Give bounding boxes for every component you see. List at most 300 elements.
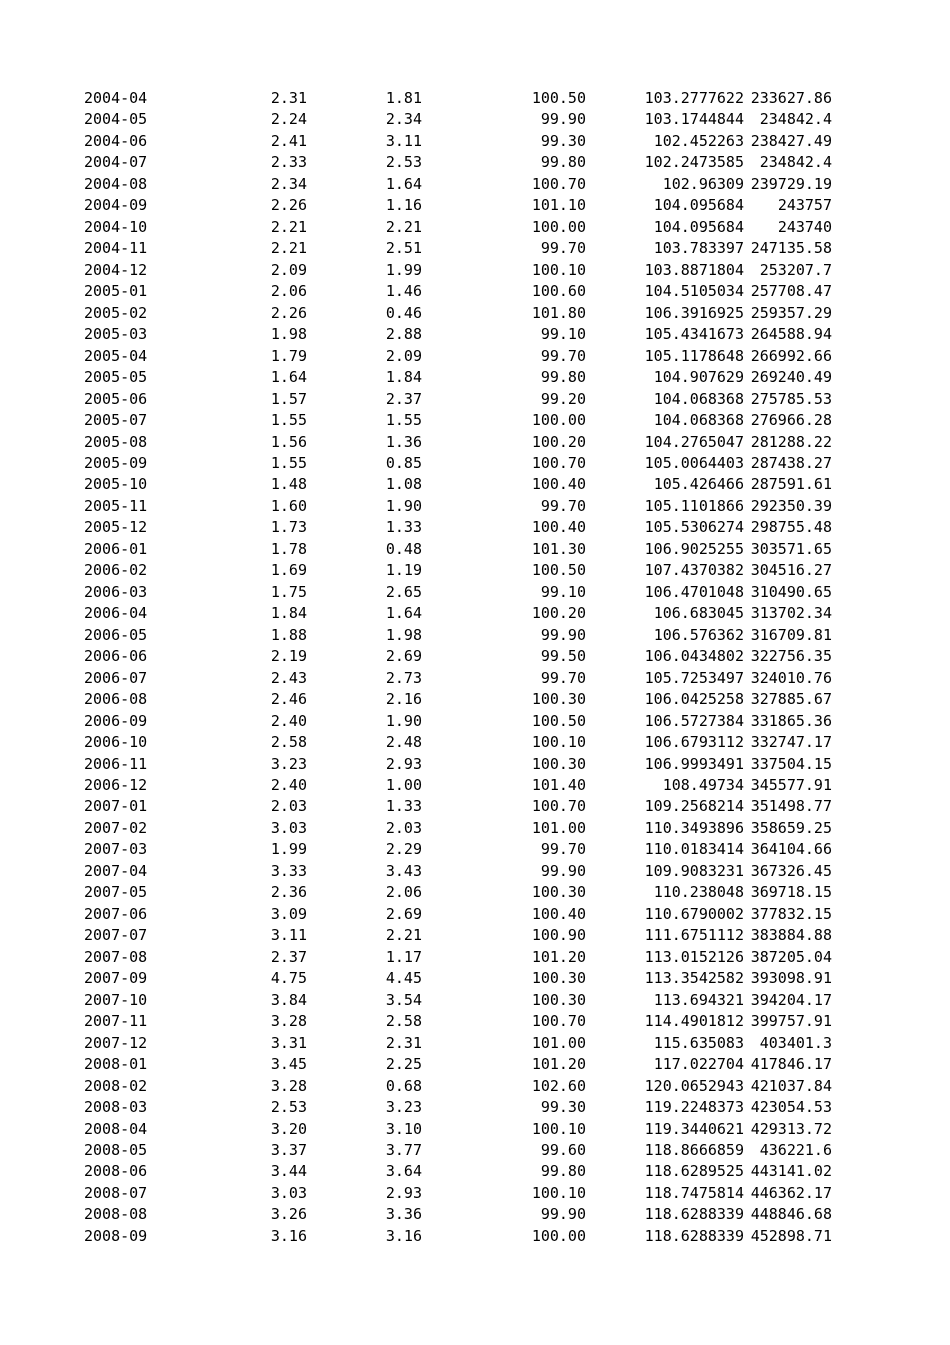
table-row — [0, 732, 950, 753]
value-cell-3: 100.10 — [531, 1183, 586, 1202]
table-row — [0, 1204, 950, 1225]
value-cell-5: 394204.17 — [750, 990, 832, 1009]
date-cell: 2004-10 — [84, 217, 148, 236]
value-cell-5: 233627.86 — [750, 89, 832, 107]
value-cell-4: 109.9083231 — [644, 861, 744, 880]
value-cell-4: 104.068368 — [653, 411, 744, 430]
value-cell-2: 1.81 — [385, 89, 422, 107]
value-cell-3: 100.70 — [531, 1012, 586, 1031]
value-cell-4: 102.452263 — [653, 131, 744, 150]
table-row — [0, 603, 950, 624]
table-row — [0, 947, 950, 968]
value-cell-1: 2.37 — [270, 947, 307, 966]
value-cell-1: 1.56 — [270, 432, 307, 451]
value-cell-4: 103.2777622 — [644, 89, 744, 107]
value-cell-5: 403401.3 — [759, 1033, 832, 1052]
table-row — [0, 174, 950, 195]
value-cell-3: 100.70 — [531, 797, 586, 816]
value-cell-3: 100.30 — [531, 969, 586, 988]
value-cell-1: 1.64 — [270, 368, 307, 387]
value-cell-5: 313702.34 — [750, 604, 832, 623]
date-cell: 2007-08 — [84, 947, 148, 966]
table-row — [0, 882, 950, 903]
value-cell-4: 106.6793112 — [644, 733, 744, 752]
value-cell-1: 3.03 — [270, 1183, 307, 1202]
value-cell-5: 266992.66 — [750, 346, 832, 365]
value-cell-1: 1.99 — [270, 840, 307, 859]
value-cell-1: 3.28 — [270, 1076, 307, 1095]
value-cell-4: 106.576362 — [653, 625, 744, 644]
value-cell-2: 0.85 — [385, 453, 422, 472]
date-cell: 2005-05 — [84, 368, 148, 387]
value-cell-2: 1.36 — [385, 432, 422, 451]
date-cell: 2005-01 — [84, 282, 148, 301]
value-cell-4: 105.1101866 — [644, 496, 744, 515]
value-cell-4: 117.022704 — [653, 1055, 744, 1074]
date-cell: 2004-08 — [84, 174, 148, 193]
value-cell-3: 99.90 — [540, 1205, 586, 1224]
value-cell-1: 2.46 — [270, 690, 307, 709]
value-cell-3: 99.10 — [540, 325, 586, 344]
date-cell: 2008-06 — [84, 1162, 148, 1181]
value-cell-5: 238427.49 — [750, 131, 832, 150]
value-cell-2: 2.48 — [385, 733, 422, 752]
value-cell-3: 101.00 — [531, 1033, 586, 1052]
value-cell-3: 99.70 — [540, 239, 586, 258]
value-cell-4: 104.095684 — [653, 217, 744, 236]
data-table — [0, 88, 950, 1247]
table-row — [0, 367, 950, 388]
value-cell-3: 99.90 — [540, 110, 586, 129]
value-cell-3: 101.30 — [531, 539, 586, 558]
table-row — [0, 1033, 950, 1054]
value-cell-3: 100.00 — [531, 411, 586, 430]
value-cell-3: 100.00 — [531, 217, 586, 236]
value-cell-4: 103.8871804 — [644, 260, 744, 279]
date-cell: 2008-01 — [84, 1055, 148, 1074]
value-cell-5: 327885.67 — [750, 690, 832, 709]
value-cell-3: 100.30 — [531, 883, 586, 902]
value-cell-3: 100.20 — [531, 604, 586, 623]
value-cell-5: 259357.29 — [750, 303, 832, 322]
value-cell-3: 99.80 — [540, 1162, 586, 1181]
date-cell: 2007-09 — [84, 969, 148, 988]
value-cell-5: 239729.19 — [750, 174, 832, 193]
value-cell-1: 1.79 — [270, 346, 307, 365]
value-cell-3: 100.40 — [531, 904, 586, 923]
table-row — [0, 754, 950, 775]
value-cell-2: 2.25 — [385, 1055, 422, 1074]
value-cell-1: 2.41 — [270, 131, 307, 150]
date-cell: 2004-06 — [84, 131, 148, 150]
date-cell: 2007-06 — [84, 904, 148, 923]
table-row — [0, 1097, 950, 1118]
value-cell-1: 1.69 — [270, 561, 307, 580]
value-cell-1: 2.26 — [270, 303, 307, 322]
value-cell-2: 2.34 — [385, 110, 422, 129]
table-row — [0, 281, 950, 302]
value-cell-1: 2.40 — [270, 711, 307, 730]
value-cell-5: 322756.35 — [750, 647, 832, 666]
value-cell-5: 316709.81 — [750, 625, 832, 644]
date-cell: 2007-07 — [84, 926, 148, 945]
value-cell-5: 332747.17 — [750, 733, 832, 752]
value-cell-5: 393098.91 — [750, 969, 832, 988]
value-cell-2: 3.10 — [385, 1119, 422, 1138]
date-cell: 2005-04 — [84, 346, 148, 365]
value-cell-1: 1.55 — [270, 453, 307, 472]
table-row — [0, 1119, 950, 1140]
value-cell-2: 1.84 — [385, 368, 422, 387]
value-cell-2: 1.90 — [385, 496, 422, 515]
value-cell-4: 106.0425258 — [644, 690, 744, 709]
value-cell-1: 4.75 — [270, 969, 307, 988]
value-cell-2: 1.64 — [385, 174, 422, 193]
date-cell: 2006-11 — [84, 754, 148, 773]
value-cell-1: 3.23 — [270, 754, 307, 773]
value-cell-4: 118.6288339 — [644, 1205, 744, 1224]
value-cell-4: 105.5306274 — [644, 518, 744, 537]
date-cell: 2006-06 — [84, 647, 148, 666]
table-row — [0, 1161, 950, 1182]
value-cell-3: 101.20 — [531, 1055, 586, 1074]
value-cell-5: 387205.04 — [750, 947, 832, 966]
value-cell-5: 383884.88 — [750, 926, 832, 945]
value-cell-2: 1.33 — [385, 518, 422, 537]
value-cell-2: 3.43 — [385, 861, 422, 880]
value-cell-4: 102.96309 — [662, 174, 744, 193]
date-cell: 2006-07 — [84, 668, 148, 687]
value-cell-1: 1.84 — [270, 604, 307, 623]
value-cell-5: 304516.27 — [750, 561, 832, 580]
value-cell-1: 2.03 — [270, 797, 307, 816]
value-cell-4: 113.0152126 — [644, 947, 744, 966]
value-cell-1: 2.24 — [270, 110, 307, 129]
value-cell-2: 4.45 — [385, 969, 422, 988]
value-cell-2: 1.33 — [385, 797, 422, 816]
value-cell-1: 2.19 — [270, 647, 307, 666]
value-cell-3: 100.90 — [531, 926, 586, 945]
date-cell: 2005-06 — [84, 389, 148, 408]
value-cell-3: 100.70 — [531, 453, 586, 472]
value-cell-1: 3.09 — [270, 904, 307, 923]
value-cell-2: 1.46 — [385, 282, 422, 301]
date-cell: 2004-12 — [84, 260, 148, 279]
date-cell: 2006-05 — [84, 625, 148, 644]
table-row — [0, 560, 950, 581]
value-cell-3: 101.40 — [531, 776, 586, 794]
value-cell-1: 3.45 — [270, 1055, 307, 1074]
date-cell: 2004-09 — [84, 196, 148, 215]
value-cell-1: 1.75 — [270, 582, 307, 601]
date-cell: 2004-11 — [84, 239, 148, 258]
value-cell-1: 3.11 — [270, 926, 307, 945]
table-row — [0, 968, 950, 989]
value-cell-4: 102.2473585 — [644, 153, 744, 172]
value-cell-3: 99.30 — [540, 1098, 586, 1117]
value-cell-1: 2.33 — [270, 153, 307, 172]
value-cell-1: 1.88 — [270, 625, 307, 644]
value-cell-1: 1.78 — [270, 539, 307, 558]
value-cell-1: 1.60 — [270, 496, 307, 515]
date-cell: 2004-05 — [84, 110, 148, 129]
value-cell-2: 2.93 — [385, 1183, 422, 1202]
date-cell: 2006-01 — [84, 539, 148, 558]
table-row — [0, 195, 950, 216]
value-cell-2: 2.03 — [385, 818, 422, 837]
value-cell-4: 110.238048 — [653, 883, 744, 902]
value-cell-1: 3.20 — [270, 1119, 307, 1138]
table-row — [0, 1140, 950, 1161]
value-cell-3: 100.00 — [531, 1226, 586, 1245]
value-cell-3: 101.00 — [531, 818, 586, 837]
value-cell-3: 100.30 — [531, 690, 586, 709]
table-row — [0, 1183, 950, 1204]
value-cell-5: 452898.71 — [750, 1226, 832, 1245]
value-cell-2: 2.58 — [385, 1012, 422, 1031]
value-cell-2: 3.77 — [385, 1140, 422, 1159]
value-cell-2: 0.48 — [385, 539, 422, 558]
value-cell-3: 100.40 — [531, 518, 586, 537]
date-cell: 2007-04 — [84, 861, 148, 880]
date-cell: 2005-07 — [84, 411, 148, 430]
date-cell: 2006-10 — [84, 733, 148, 752]
value-cell-3: 100.30 — [531, 990, 586, 1009]
value-cell-5: 446362.17 — [750, 1183, 832, 1202]
value-cell-4: 115.635083 — [653, 1033, 744, 1052]
value-cell-4: 107.4370382 — [644, 561, 744, 580]
value-cell-2: 3.64 — [385, 1162, 422, 1181]
value-cell-5: 448846.68 — [750, 1205, 832, 1224]
value-cell-4: 106.0434802 — [644, 647, 744, 666]
value-cell-4: 104.068368 — [653, 389, 744, 408]
value-cell-3: 99.60 — [540, 1140, 586, 1159]
value-cell-4: 106.683045 — [653, 604, 744, 623]
table-row — [0, 303, 950, 324]
value-cell-1: 3.33 — [270, 861, 307, 880]
value-cell-5: 234842.4 — [759, 153, 832, 172]
value-cell-4: 118.8666859 — [644, 1140, 744, 1159]
value-cell-2: 1.90 — [385, 711, 422, 730]
value-cell-4: 118.6288339 — [644, 1226, 744, 1245]
value-cell-4: 104.907629 — [653, 368, 744, 387]
value-cell-4: 111.6751112 — [644, 926, 744, 945]
value-cell-2: 2.65 — [385, 582, 422, 601]
value-cell-1: 3.28 — [270, 1012, 307, 1031]
value-cell-3: 99.70 — [540, 496, 586, 515]
value-cell-5: 275785.53 — [750, 389, 832, 408]
value-cell-5: 417846.17 — [750, 1055, 832, 1074]
value-cell-1: 2.21 — [270, 217, 307, 236]
value-cell-2: 2.29 — [385, 840, 422, 859]
table-row — [0, 432, 950, 453]
table-row — [0, 625, 950, 646]
value-cell-2: 2.53 — [385, 153, 422, 172]
table-row — [0, 496, 950, 517]
value-cell-1: 1.98 — [270, 325, 307, 344]
value-cell-5: 337504.15 — [750, 754, 832, 773]
table-row — [0, 818, 950, 839]
value-cell-2: 2.37 — [385, 389, 422, 408]
table-row — [0, 152, 950, 173]
value-cell-4: 104.095684 — [653, 196, 744, 215]
table-row — [0, 346, 950, 367]
table-row — [0, 646, 950, 667]
value-cell-5: 436221.6 — [759, 1140, 832, 1159]
date-cell: 2005-10 — [84, 475, 148, 494]
table-row — [0, 990, 950, 1011]
value-cell-5: 358659.25 — [750, 818, 832, 837]
date-cell: 2007-11 — [84, 1012, 148, 1031]
value-cell-2: 1.55 — [385, 411, 422, 430]
value-cell-2: 2.69 — [385, 904, 422, 923]
value-cell-1: 2.43 — [270, 668, 307, 687]
value-cell-3: 101.20 — [531, 947, 586, 966]
value-cell-1: 3.84 — [270, 990, 307, 1009]
value-cell-2: 1.64 — [385, 604, 422, 623]
value-cell-5: 345577.91 — [750, 776, 832, 794]
value-cell-3: 99.80 — [540, 153, 586, 172]
value-cell-4: 110.3493896 — [644, 818, 744, 837]
value-cell-2: 2.93 — [385, 754, 422, 773]
value-cell-5: 287438.27 — [750, 453, 832, 472]
value-cell-2: 2.21 — [385, 217, 422, 236]
value-cell-3: 100.50 — [531, 89, 586, 107]
value-cell-2: 2.51 — [385, 239, 422, 258]
value-cell-5: 234842.4 — [759, 110, 832, 129]
value-cell-3: 99.90 — [540, 625, 586, 644]
value-cell-3: 99.20 — [540, 389, 586, 408]
table-row — [0, 839, 950, 860]
value-cell-1: 1.55 — [270, 411, 307, 430]
value-cell-4: 106.3916925 — [644, 303, 744, 322]
date-cell: 2005-12 — [84, 518, 148, 537]
value-cell-4: 108.49734 — [662, 776, 744, 794]
value-cell-3: 99.90 — [540, 861, 586, 880]
value-cell-5: 331865.36 — [750, 711, 832, 730]
value-cell-3: 99.30 — [540, 131, 586, 150]
table-row — [0, 775, 950, 796]
value-cell-4: 109.2568214 — [644, 797, 744, 816]
value-cell-5: 298755.48 — [750, 518, 832, 537]
value-cell-4: 105.0064403 — [644, 453, 744, 472]
date-cell: 2006-04 — [84, 604, 148, 623]
value-cell-1: 2.53 — [270, 1098, 307, 1117]
value-cell-2: 0.68 — [385, 1076, 422, 1095]
table-row — [0, 238, 950, 259]
value-cell-5: 421037.84 — [750, 1076, 832, 1095]
value-cell-3: 99.50 — [540, 647, 586, 666]
value-cell-4: 119.3440621 — [644, 1119, 744, 1138]
value-cell-3: 99.70 — [540, 668, 586, 687]
value-cell-3: 100.20 — [531, 432, 586, 451]
value-cell-3: 100.10 — [531, 1119, 586, 1138]
value-cell-4: 104.2765047 — [644, 432, 744, 451]
value-cell-5: 243740 — [777, 217, 832, 236]
date-cell: 2005-02 — [84, 303, 148, 322]
value-cell-5: 351498.77 — [750, 797, 832, 816]
value-cell-3: 100.10 — [531, 260, 586, 279]
date-cell: 2008-02 — [84, 1076, 148, 1095]
value-cell-1: 1.57 — [270, 389, 307, 408]
value-cell-4: 103.783397 — [653, 239, 744, 258]
date-cell: 2008-08 — [84, 1205, 148, 1224]
value-cell-3: 101.80 — [531, 303, 586, 322]
value-cell-4: 118.7475814 — [644, 1183, 744, 1202]
table-row — [0, 131, 950, 152]
table-row — [0, 217, 950, 238]
value-cell-3: 100.30 — [531, 754, 586, 773]
value-cell-5: 247135.58 — [750, 239, 832, 258]
value-cell-5: 269240.49 — [750, 368, 832, 387]
date-cell: 2005-08 — [84, 432, 148, 451]
date-cell: 2004-04 — [84, 89, 148, 107]
value-cell-1: 2.40 — [270, 776, 307, 794]
table-row — [0, 539, 950, 560]
value-cell-2: 0.46 — [385, 303, 422, 322]
date-cell: 2007-02 — [84, 818, 148, 837]
date-cell: 2004-07 — [84, 153, 148, 172]
value-cell-2: 1.08 — [385, 475, 422, 494]
value-cell-2: 2.69 — [385, 647, 422, 666]
value-cell-1: 3.26 — [270, 1205, 307, 1224]
value-cell-5: 287591.61 — [750, 475, 832, 494]
value-cell-5: 292350.39 — [750, 496, 832, 515]
value-cell-4: 120.0652943 — [644, 1076, 744, 1095]
value-cell-2: 2.21 — [385, 926, 422, 945]
date-cell: 2005-03 — [84, 325, 148, 344]
value-cell-3: 100.70 — [531, 174, 586, 193]
table-row — [0, 389, 950, 410]
value-cell-4: 106.5727384 — [644, 711, 744, 730]
table-row — [0, 324, 950, 345]
value-cell-2: 1.99 — [385, 260, 422, 279]
value-cell-4: 105.4341673 — [644, 325, 744, 344]
table-row — [0, 925, 950, 946]
table-row — [0, 689, 950, 710]
table-row — [0, 668, 950, 689]
date-cell: 2007-10 — [84, 990, 148, 1009]
value-cell-3: 100.10 — [531, 733, 586, 752]
value-cell-1: 3.03 — [270, 818, 307, 837]
value-cell-2: 1.98 — [385, 625, 422, 644]
date-cell: 2008-09 — [84, 1226, 148, 1245]
value-cell-4: 106.9025255 — [644, 539, 744, 558]
value-cell-1: 3.44 — [270, 1162, 307, 1181]
value-cell-2: 1.19 — [385, 561, 422, 580]
value-cell-2: 1.16 — [385, 196, 422, 215]
value-cell-4: 105.1178648 — [644, 346, 744, 365]
value-cell-5: 377832.15 — [750, 904, 832, 923]
value-cell-2: 3.54 — [385, 990, 422, 1009]
table-row — [0, 1054, 950, 1075]
value-cell-2: 2.09 — [385, 346, 422, 365]
value-cell-2: 3.16 — [385, 1226, 422, 1245]
date-cell: 2008-04 — [84, 1119, 148, 1138]
table-row — [0, 109, 950, 130]
value-cell-4: 110.6790002 — [644, 904, 744, 923]
value-cell-1: 2.34 — [270, 174, 307, 193]
table-row — [0, 517, 950, 538]
date-cell: 2007-01 — [84, 797, 148, 816]
value-cell-2: 2.16 — [385, 690, 422, 709]
value-cell-1: 1.48 — [270, 475, 307, 494]
value-cell-4: 105.7253497 — [644, 668, 744, 687]
value-cell-3: 100.50 — [531, 711, 586, 730]
value-cell-4: 105.426466 — [653, 475, 744, 494]
table-row — [0, 260, 950, 281]
value-cell-1: 2.31 — [270, 89, 307, 107]
